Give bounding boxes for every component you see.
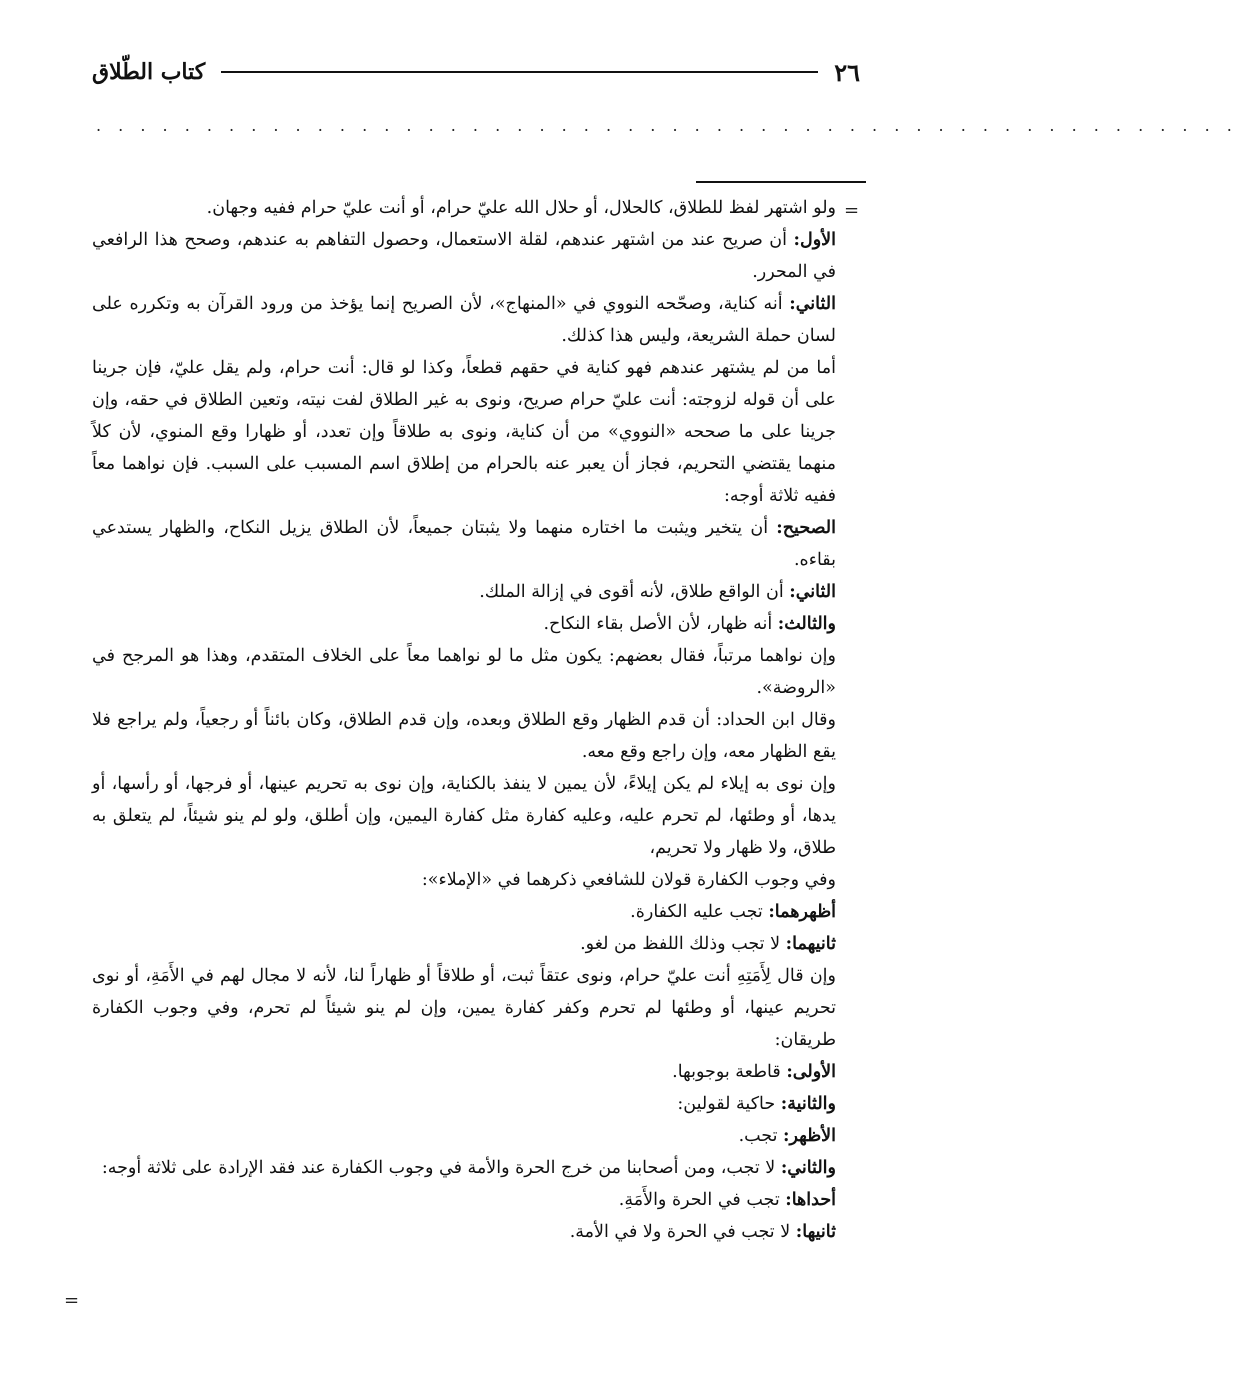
paragraph-label: الصحيح: xyxy=(776,518,836,538)
footnote-rule xyxy=(696,181,866,183)
paragraph-label: الثاني: xyxy=(789,294,836,314)
paragraph-text: لا تجب، ومن أصحابنا من خرج الحرة والأمة في وجوب الكفارة عند فقد الإرادة على ثلاثة أوجه: xyxy=(101,1158,781,1178)
paragraph-text: لا تجب في الحرة ولا في الأمة. xyxy=(569,1222,796,1242)
paragraph xyxy=(92,640,836,704)
paragraph-label: الأولى: xyxy=(786,1062,836,1082)
paragraph xyxy=(92,1216,836,1248)
paragraph xyxy=(92,288,836,352)
paragraph-text: وقال ابن الحداد: أن قدم الظهار وقع الطلاق وبعده، وإن قدم الطلاق، وكان بائناً أو رجعياً، ولم يراجع فلا يقع الظهار معه، وإن راجع وقع معه. xyxy=(92,710,836,762)
paragraph xyxy=(92,1120,836,1152)
paragraph xyxy=(92,704,836,768)
paragraph-label: ثانيها: xyxy=(795,1222,836,1242)
paragraph-text: أن الواقع طلاق، لأنه أقوى في إزالة الملك. xyxy=(479,582,790,602)
paragraph-text: وفي وجوب الكفارة قولان للشافعي ذكرهما في «الإملاء»: xyxy=(421,870,836,890)
paragraph-label: الأظهر: xyxy=(783,1126,836,1146)
paragraph xyxy=(92,192,836,224)
page-header xyxy=(92,52,860,92)
paragraph xyxy=(92,1152,836,1184)
footnote-text xyxy=(92,192,836,1248)
paragraph-text: أنه ظهار، لأن الأصل بقاء النكاح. xyxy=(543,614,778,634)
paragraph xyxy=(92,352,836,512)
paragraph-label: أحداها: xyxy=(785,1190,836,1210)
paragraph-text: لا تجب وذلك اللفظ من لغو. xyxy=(580,934,786,954)
paragraph xyxy=(92,1056,836,1088)
paragraph-text: وإن نواهما مرتباً، فقال بعضهم: يكون مثل ما لو نواهما معاً على الخلاف المتقدم، وهذا هو المرجح في «الروضة». xyxy=(92,646,836,698)
paragraph-text: أنه كناية، وصحّحه النووي في «المنهاج»، لأن الصريح إنما يؤخذ من ورود القرآن به وتكرره على لسان حملة الشريعة، وليس هذا كذلك. xyxy=(92,294,836,346)
paragraph-text: قاطعة بوجوبها. xyxy=(672,1062,787,1082)
paragraph-text: وإن قال لِأَمَتِهِ أنت عليّ حرام، ونوى عتقاً ثبت، أو طلاقاً أو ظهاراً لنا، لأنه لا مجال لهم في الأَمَةِ، أو نوى تحريم عينها، أو وطئها لم تحرم وكفر كفارة يمين، وإن لم ينو شيئاً لم تحرم، وفي وجوب الكفارة طريقان: xyxy=(92,966,836,1050)
paragraph-label: الثاني: xyxy=(789,582,836,602)
paragraph-text: أما من لم يشتهر عندهم فهو كناية في حقهم قطعاً، وكذا لو قال: أنت حرام، ولم يقل عليّ، فإن جرينا على أن قوله لزوجته: أنت عليّ حرام صريح، ونوى به غير الطلاق لفت نيته، وتعين الطلاق في حقه، وإن جرينا على ما صححه «النووي» من أن كناية، ونوى به طلاقاً وإن تعدد، أو ظهارا وقع المنوي، لأن كلاً منهما يقتضي التحريم، فجاز أن يعبر عنه بالحرام من إطلاق اسم المسبب على السبب. فإن نواهما معاً ففيه ثلاثة أوجه: xyxy=(92,358,836,506)
page-number: ٢٦ xyxy=(834,57,860,87)
paragraph-label: والثالث: xyxy=(777,614,836,634)
paragraph-text: أن صريح عند من اشتهر عندهم، لقلة الاستعمال، وحصول التفاهم به عندهم، وصحح هذا الرافعي في المحرر. xyxy=(92,230,836,282)
paragraph-text: وإن نوى به إيلاء لم يكن إيلاءً، لأن يمين لا ينفذ بالكناية، وإن نوى به تحريم عينها، أو فرجها، أو رأسها، أو يدها، أو وطئها، لم تحرم عليه، وعليه كفارة مثل كفارة اليمين، وإن أطلق، ولو لم ينو شيئاً، لم يتعلق به طلاق، ولا ظهار ولا تحريم، xyxy=(92,774,836,858)
book-title: كتاب الطّلاق xyxy=(92,59,206,85)
paragraph xyxy=(92,224,836,288)
continuation-mark-bottom: = xyxy=(64,1290,80,1311)
paragraph-text: تجب في الحرة والأَمَةِ. xyxy=(618,1190,786,1210)
paragraph xyxy=(92,1088,836,1120)
paragraph-label: ثانيهما: xyxy=(785,934,836,954)
paragraph-label: الأول: xyxy=(793,230,836,250)
paragraph-text: ولو اشتهر لفظ للطلاق، كالحلال، أو حلال الله عليّ حرام، أو أنت عليّ حرام ففيه وجهان. xyxy=(206,198,836,218)
dotted-separator: . . . . . . . . . . . . . . . . . . . . . . . . . . . . . . . . . . . . . . . . . . . . . . . . . . . . xyxy=(96,116,1238,135)
paragraph xyxy=(92,960,836,1056)
paragraph-label: أظهرهما: xyxy=(768,902,836,922)
paragraph-text: أن يتخير ويثبت ما اختاره منهما ولا يثبتان جميعاً، لأن الطلاق يزيل النكاح، والظهار يستدعي بقاءه. xyxy=(92,518,836,570)
paragraph xyxy=(92,576,836,608)
paragraph xyxy=(92,1184,836,1216)
paragraph-text: حاكية لقولين: xyxy=(677,1094,781,1114)
paragraph xyxy=(92,896,836,928)
paragraph-text: تجب. xyxy=(738,1126,784,1146)
paragraph xyxy=(92,608,836,640)
paragraph-label: والثانية: xyxy=(780,1094,836,1114)
paragraph xyxy=(92,928,836,960)
continuation-mark-top: = xyxy=(844,200,860,221)
header-rule xyxy=(221,71,818,73)
paragraph xyxy=(92,768,836,864)
paragraph xyxy=(92,512,836,576)
paragraph-label: والثاني: xyxy=(780,1158,836,1178)
paragraph xyxy=(92,864,836,896)
paragraph-text: تجب عليه الكفارة. xyxy=(630,902,769,922)
